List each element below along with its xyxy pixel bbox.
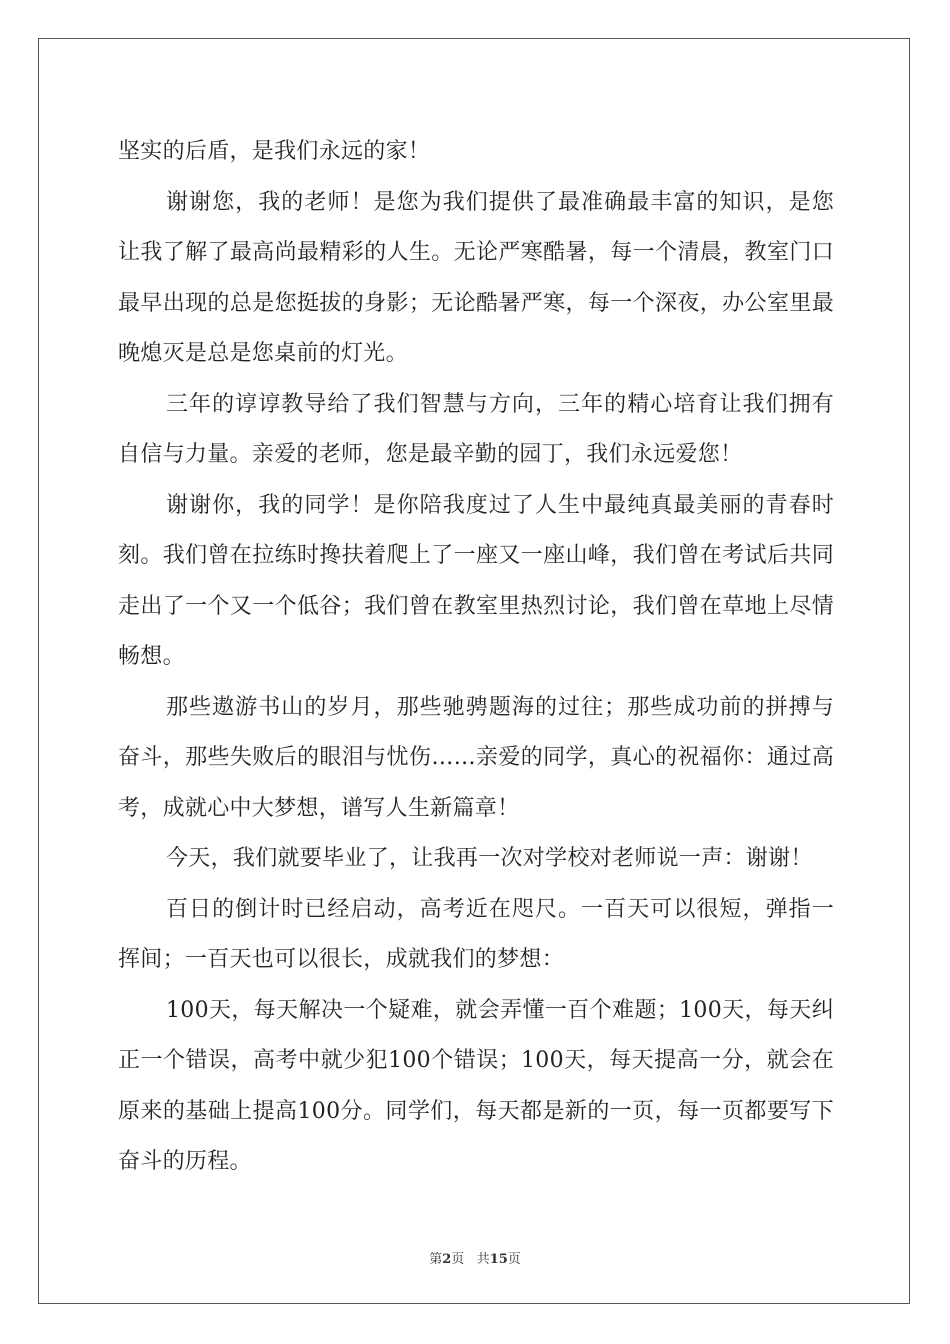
page-prefix: 第 — [429, 1252, 443, 1267]
page-footer — [0, 1248, 950, 1267]
paragraph-graduation: 今天，我们就要毕业了，让我再一次对学校对老师说一声：谢谢！ — [166, 846, 813, 871]
total-prefix: 共 — [476, 1252, 490, 1267]
paragraph-hundred-days: 100天，每天解决一个疑难，就会弄懂一百个难题；100天，每天纠正一个错误，高考中就少犯100个错误；100天，每天提高一分，就会在原来的基础上提高100分。同学们，每天都是新的一页，每一页都要写下奋斗的历程。 — [118, 997, 834, 1174]
total-pages: 15 — [489, 1252, 508, 1267]
paragraph-countdown: 百日的倒计时已经启动，高考近在咫尺。一百天可以很短，弹指一挥间；一百天也可以很长，成就我们的梦想： — [118, 896, 834, 972]
page-number: 2 — [442, 1252, 452, 1267]
document-body — [118, 127, 834, 1188]
paragraph-memories: 那些遨游书山的岁月，那些驰骋题海的过往；那些成功前的拼搏与奋斗，那些失败后的眼泪与忧伤……亲爱的同学，真心的祝福你：通过高考，成就心中大梦想，谱写人生新篇章！ — [118, 694, 834, 821]
paragraph-three-years: 三年的谆谆教导给了我们智慧与方向，三年的精心培育让我们拥有自信与力量。亲爱的老师，您是最辛勤的园丁，我们永远爱您！ — [118, 391, 834, 467]
paragraph-thank-classmates: 谢谢你，我的同学！是你陪我度过了人生中最纯真最美丽的青春时刻。我们曾在拉练时搀扶着爬上了一座又一座山峰，我们曾在考试后共同走出了一个又一个低谷；我们曾在教室里热烈讨论，我们曾在草地上尽情畅想。 — [118, 492, 834, 669]
paragraph-continued: 坚实的后盾，是我们永远的家！ — [118, 139, 431, 164]
total-suffix: 页 — [507, 1252, 521, 1267]
paragraph-thank-teacher: 谢谢您，我的老师！是您为我们提供了最准确最丰富的知识，是您让我了解了最高尚最精彩的人生。无论严寒酷暑，每一个清晨，教室门口最早出现的总是您挺拔的身影；无论酷暑严寒，每一个深夜，办公室里最晚熄灭是总是您桌前的灯光。 — [118, 189, 834, 366]
page-suffix: 页 — [451, 1252, 465, 1267]
